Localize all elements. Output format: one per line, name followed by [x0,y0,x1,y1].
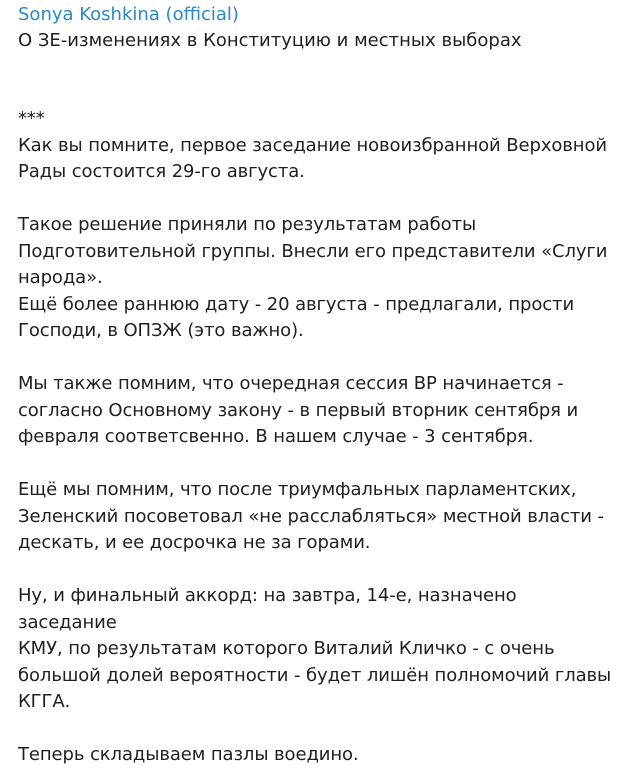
post-title: О ЗЕ-изменениях в Конституцию и местных выборах [18,30,522,51]
post-paragraph: Такое решение приняли по результатам работы Подготовительной группы. Внесли его представители «Слуги народа». Ещё более раннюю дату - 20 августа - предлагали, прости Господи, в ОПЗЖ (это важно). [18,214,608,341]
post-paragraph: Ну, и финальный аккорд: на завтра, 14-е, назначено заседание КМУ, по результатам которого Виталий Кличко - с очень большой долей вероятности - будет лишён полномочий главы КГГА. [18,585,612,712]
post-body [18,106,618,769]
post-paragraph: Мы также помним, что очередная сессия ВР начинается - согласно Основному закону - в первый вторник сентября и февраля соответсвенно. В нашем случае - 3 сентября. [18,373,579,447]
post-paragraph: Теперь складываем пазлы воедино. [18,744,359,765]
channel-author-name[interactable]: Sonya Koshkina (official) [18,4,239,25]
post-paragraph: Ещё мы помним, что после триумфальных парламентских, Зеленский посоветовал «не расслабляться» местной власти - дескать, и ее досрочка не за горами. [18,479,604,553]
post-paragraph: *** Как вы помните, первое заседание новоизбранной Верховной Рады состоится 29-го августа. [18,108,607,182]
channel-post [18,2,618,769]
